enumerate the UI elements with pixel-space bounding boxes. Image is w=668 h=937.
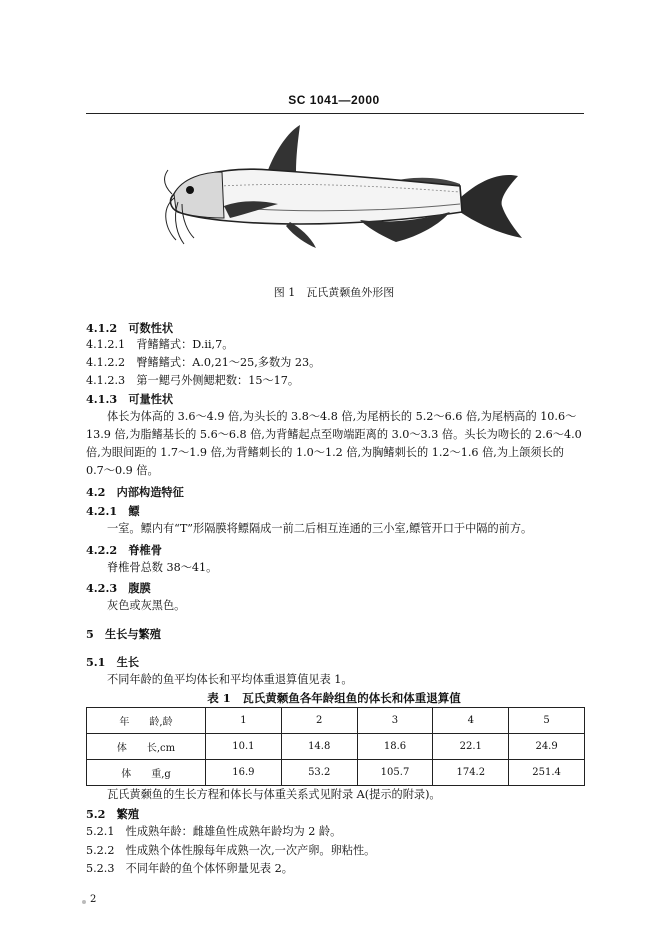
table-row [87, 760, 585, 786]
catfish-illustration [160, 120, 525, 270]
table-cell: 1 [206, 708, 282, 734]
paragraph-line: 0.7～0.9 倍。 [86, 464, 159, 477]
item-4-1-2-1: 4.1.2.1 背鳍鳍式：D.ⅱ,7。 [86, 338, 234, 351]
table-cell: 22.1 [433, 734, 509, 760]
paragraph-line: 瓦氏黄颡鱼的生长方程和体长与体重关系式见附录 A(提示的附录)。 [107, 788, 441, 801]
paragraph-line: 灰色或灰黑色。 [107, 599, 186, 612]
table-cell: 53.2 [281, 760, 357, 786]
table-header-row [87, 708, 585, 734]
growth-table [86, 707, 585, 786]
table-cell: 16.9 [206, 760, 282, 786]
table-cell: 年 龄,龄 [87, 708, 206, 734]
item-4-1-2-2: 4.1.2.2 臀鳍鳍式：A.0,21～25,多数为 23。 [86, 356, 321, 369]
paragraph-line: 体长为体高的 3.6～4.9 倍,为头长的 3.8～4.8 倍,为尾柄长的 5.2～6.6 倍,为尾柄高的 10.6～ [107, 410, 577, 423]
table-cell: 10.1 [206, 734, 282, 760]
section-4-2-1: 4.2.1 鳔 [86, 504, 140, 518]
section-4-2-3: 4.2.3 腹膜 [86, 581, 151, 595]
paragraph-line: 13.9 倍,为脂鳍基长的 5.6～6.8 倍,为背鳍起点至吻端距离的 3.0～3.3 倍。头长为吻长的 2.6～4.0 [86, 428, 582, 441]
table-cell: 2 [281, 708, 357, 734]
paragraph-line: 一室。鳔内有“T”形隔膜将鳔隔成一前二后相互连通的三小室,鳔管开口于中隔的前方。 [107, 522, 533, 535]
scan-mark [82, 900, 86, 904]
table-cell: 体 长,cm [87, 734, 206, 760]
figure-caption: 图 1 瓦氏黄颡鱼外形图 [273, 286, 395, 299]
standard-code-header: SC 1041—2000 [288, 93, 380, 107]
item-4-1-2-3: 4.1.2.3 第一鳃弓外侧鳃耙数：15～17。 [86, 374, 300, 387]
item-5-2-2: 5.2.2 性成熟个体性腺每年成熟一次,一次产卵。卵粘性。 [86, 844, 376, 857]
item-5-2-1: 5.2.1 性成熟年龄：雌雄鱼性成熟年龄均为 2 龄。 [86, 825, 342, 838]
section-4-2: 4.2 内部构造特征 [86, 485, 184, 499]
section-5-1: 5.1 生长 [86, 655, 140, 669]
table-cell: 体 重,g [87, 760, 206, 786]
table-row [87, 734, 585, 760]
paragraph-line: 不同年龄的鱼平均体长和平均体重退算值见表 1。 [107, 673, 353, 686]
table-cell: 14.8 [281, 734, 357, 760]
section-4-1-2: 4.1.2 可数性状 [86, 321, 174, 335]
section-5: 5 生长与繁殖 [86, 627, 161, 641]
table-cell: 4 [433, 708, 509, 734]
table-cell: 105.7 [357, 760, 433, 786]
paragraph-line: 倍,为眼间距的 1.7～1.9 倍,为背鳍刺长的 1.0～1.2 倍,为胸鳍刺长的 1.2～1.6 倍,为上颌须长的 [86, 446, 564, 459]
table-cell: 174.2 [433, 760, 509, 786]
table-title: 表 1 瓦氏黄颡鱼各年龄组鱼的体长和体重退算值 [207, 691, 461, 705]
table-cell: 24.9 [509, 734, 585, 760]
table-cell: 5 [509, 708, 585, 734]
section-5-2: 5.2 繁殖 [86, 807, 140, 821]
table-cell: 18.6 [357, 734, 433, 760]
paragraph-line: 脊椎骨总数 38～41。 [107, 561, 218, 574]
item-5-2-3: 5.2.3 不同年龄的鱼个体怀卵量见表 2。 [86, 862, 293, 875]
table-cell: 251.4 [509, 760, 585, 786]
section-4-1-3: 4.1.3 可量性状 [86, 392, 174, 406]
header-rule [86, 113, 584, 114]
page-number: 2 [90, 894, 97, 905]
section-4-2-2: 4.2.2 脊椎骨 [86, 543, 162, 557]
table-cell: 3 [357, 708, 433, 734]
